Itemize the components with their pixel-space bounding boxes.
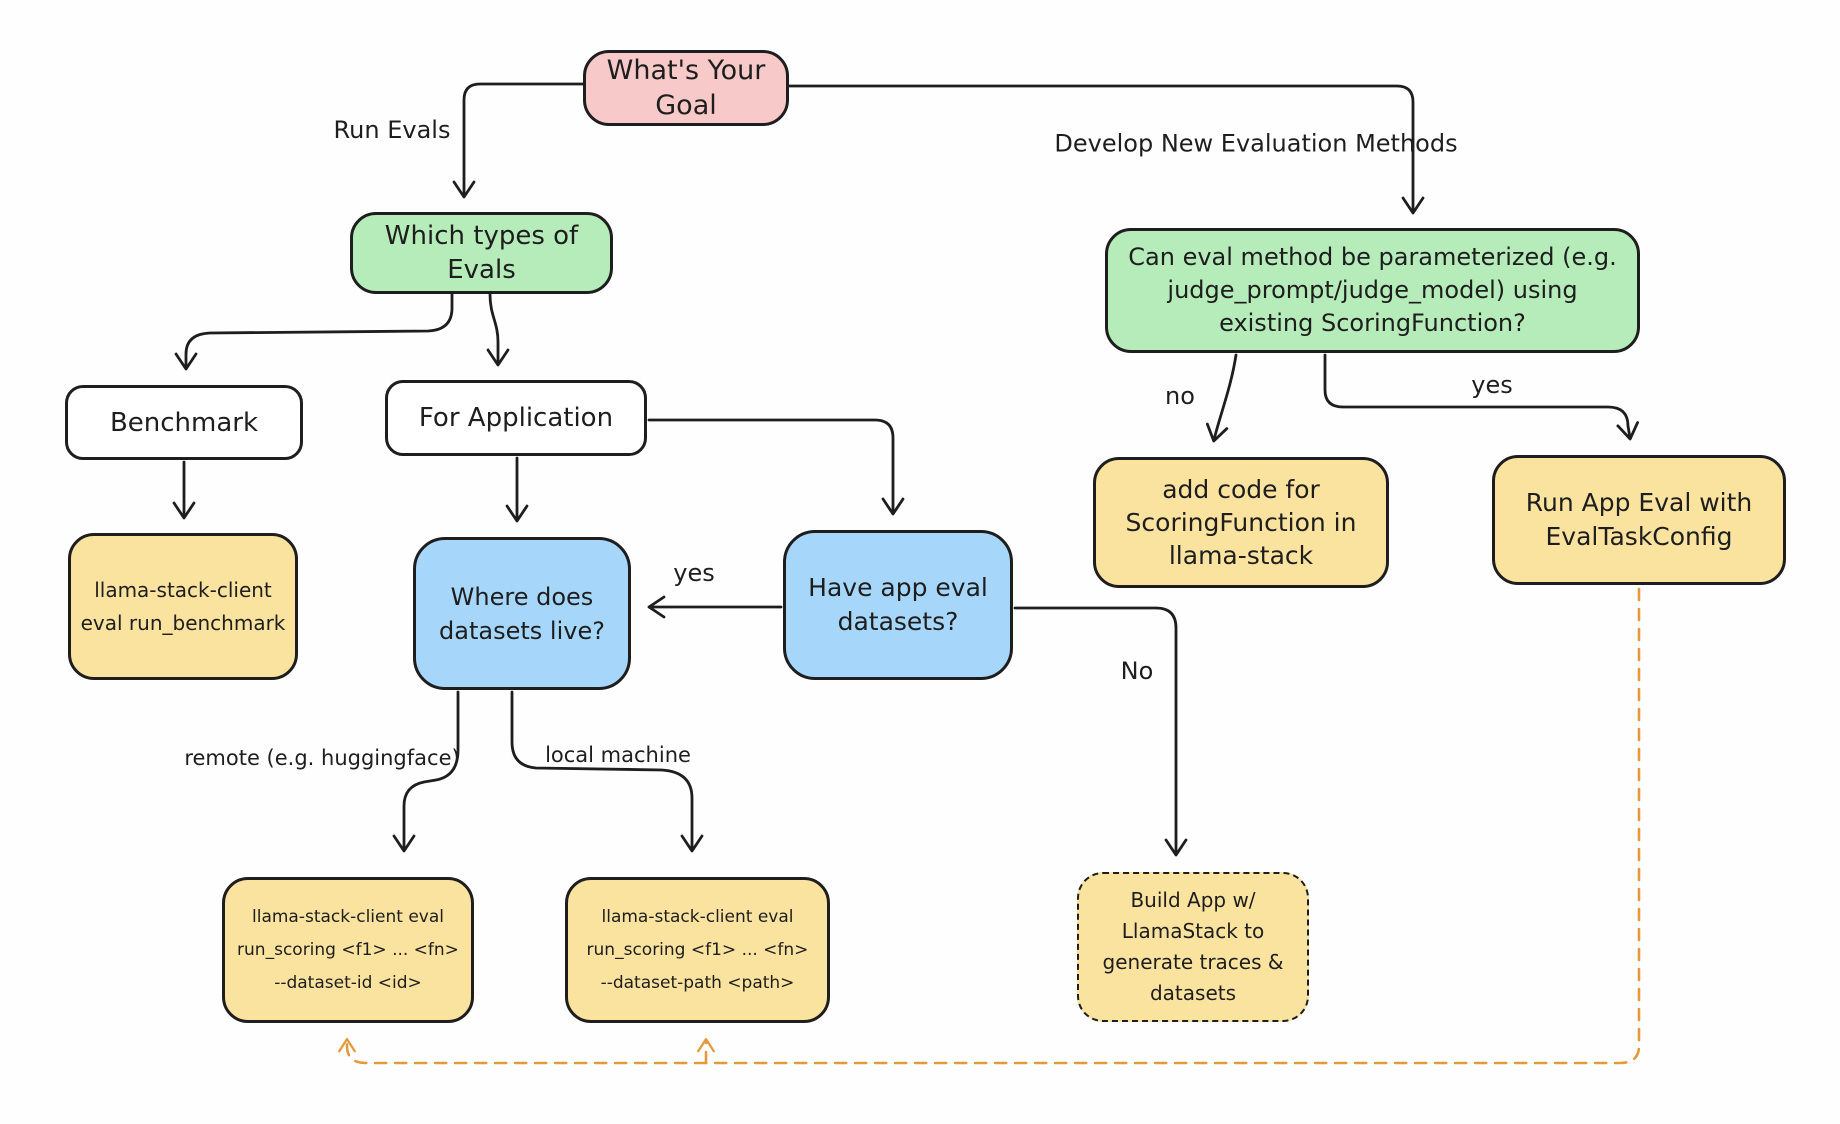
node-build-app-with-llamastack	[1077, 872, 1309, 1022]
node-text: Evals	[447, 255, 516, 285]
node-run-scoring-dataset-id	[222, 877, 474, 1023]
edge-have-no-to-build-app	[1015, 608, 1176, 854]
node-text: Can eval method be parameterized (e.g.	[1128, 243, 1617, 271]
node-text: --dataset-id <id>	[274, 972, 422, 993]
node-text: add code for	[1162, 475, 1320, 504]
node-text: Build App w/	[1130, 888, 1256, 912]
node-text: llama-stack-client eval	[252, 906, 444, 927]
node-text: eval run_benchmark	[80, 610, 286, 635]
node-for-application	[385, 380, 647, 456]
edge-which-to-for-application	[490, 294, 498, 364]
edge-for-application-to-have	[649, 420, 893, 513]
edge-label-yes-mid: yes	[673, 559, 715, 587]
node-which-types-of-evals	[350, 212, 613, 294]
node-text: generate traces &	[1102, 950, 1284, 974]
node-text: judge_prompt/judge_model) using	[1167, 276, 1578, 304]
node-where-does-datasets-live	[413, 537, 631, 690]
edge-which-to-benchmark	[186, 294, 452, 368]
node-text: Have app eval	[808, 573, 988, 602]
node-text: run_scoring <f1> ... <fn>	[237, 939, 459, 960]
node-text: Goal	[655, 90, 717, 121]
node-run-app-eval-evaltaskconfig	[1492, 455, 1786, 585]
node-text: llama-stack	[1168, 541, 1314, 570]
node-whats-your-goal	[583, 50, 789, 126]
node-can-eval-method-be-parameterized	[1105, 228, 1640, 353]
edge-label-line: Methods	[1355, 129, 1458, 158]
edge-label-develop-new-evaluation-methods	[1054, 128, 1457, 161]
edge-label-no-capital: No	[1120, 657, 1154, 685]
node-text: --dataset-path <path>	[600, 972, 795, 993]
node-run-benchmark-command	[68, 533, 298, 680]
edge-label-line: Develop New Evaluation	[1054, 129, 1348, 158]
node-add-code-scoringfunction	[1093, 457, 1389, 588]
node-text: existing ScoringFunction?	[1219, 309, 1526, 337]
node-benchmark	[65, 385, 303, 460]
edge-where-local-to-dataset-path	[512, 692, 692, 850]
node-text: run_scoring <f1> ... <fn>	[586, 939, 809, 960]
edge-label-no: no	[1165, 382, 1195, 410]
edge-label-run-evals: Run Evals	[333, 116, 451, 144]
edge-label-remote-huggingface: remote (e.g. huggingface)	[184, 746, 460, 770]
node-text: What's Your	[606, 55, 766, 86]
node-run-scoring-dataset-path	[565, 877, 830, 1023]
node-text: datasets	[1149, 981, 1237, 1005]
node-have-app-eval-datasets	[783, 530, 1013, 680]
edge-label-yes-right: yes	[1471, 371, 1513, 399]
node-text: Run App Eval with	[1525, 488, 1753, 517]
node-text: Benchmark	[109, 407, 259, 438]
edge-goal-to-which-types	[464, 84, 583, 196]
node-text: ScoringFunction in	[1125, 508, 1357, 537]
edge-parameterized-no-to-add-code	[1214, 355, 1236, 440]
node-text: datasets?	[837, 607, 959, 636]
node-text: Where does	[450, 582, 594, 611]
node-text: datasets live?	[439, 616, 605, 645]
node-text: llama-stack-client	[94, 577, 272, 602]
node-text: LlamaStack to	[1121, 919, 1265, 943]
node-text: llama-stack-client eval	[601, 906, 794, 927]
node-text: EvalTaskConfig	[1545, 522, 1733, 551]
edge-label-local-machine: local machine	[545, 743, 691, 767]
node-text: For Application	[418, 403, 614, 433]
edge-where-remote-to-dataset-id	[404, 692, 458, 850]
node-text: Which types of	[384, 221, 579, 251]
